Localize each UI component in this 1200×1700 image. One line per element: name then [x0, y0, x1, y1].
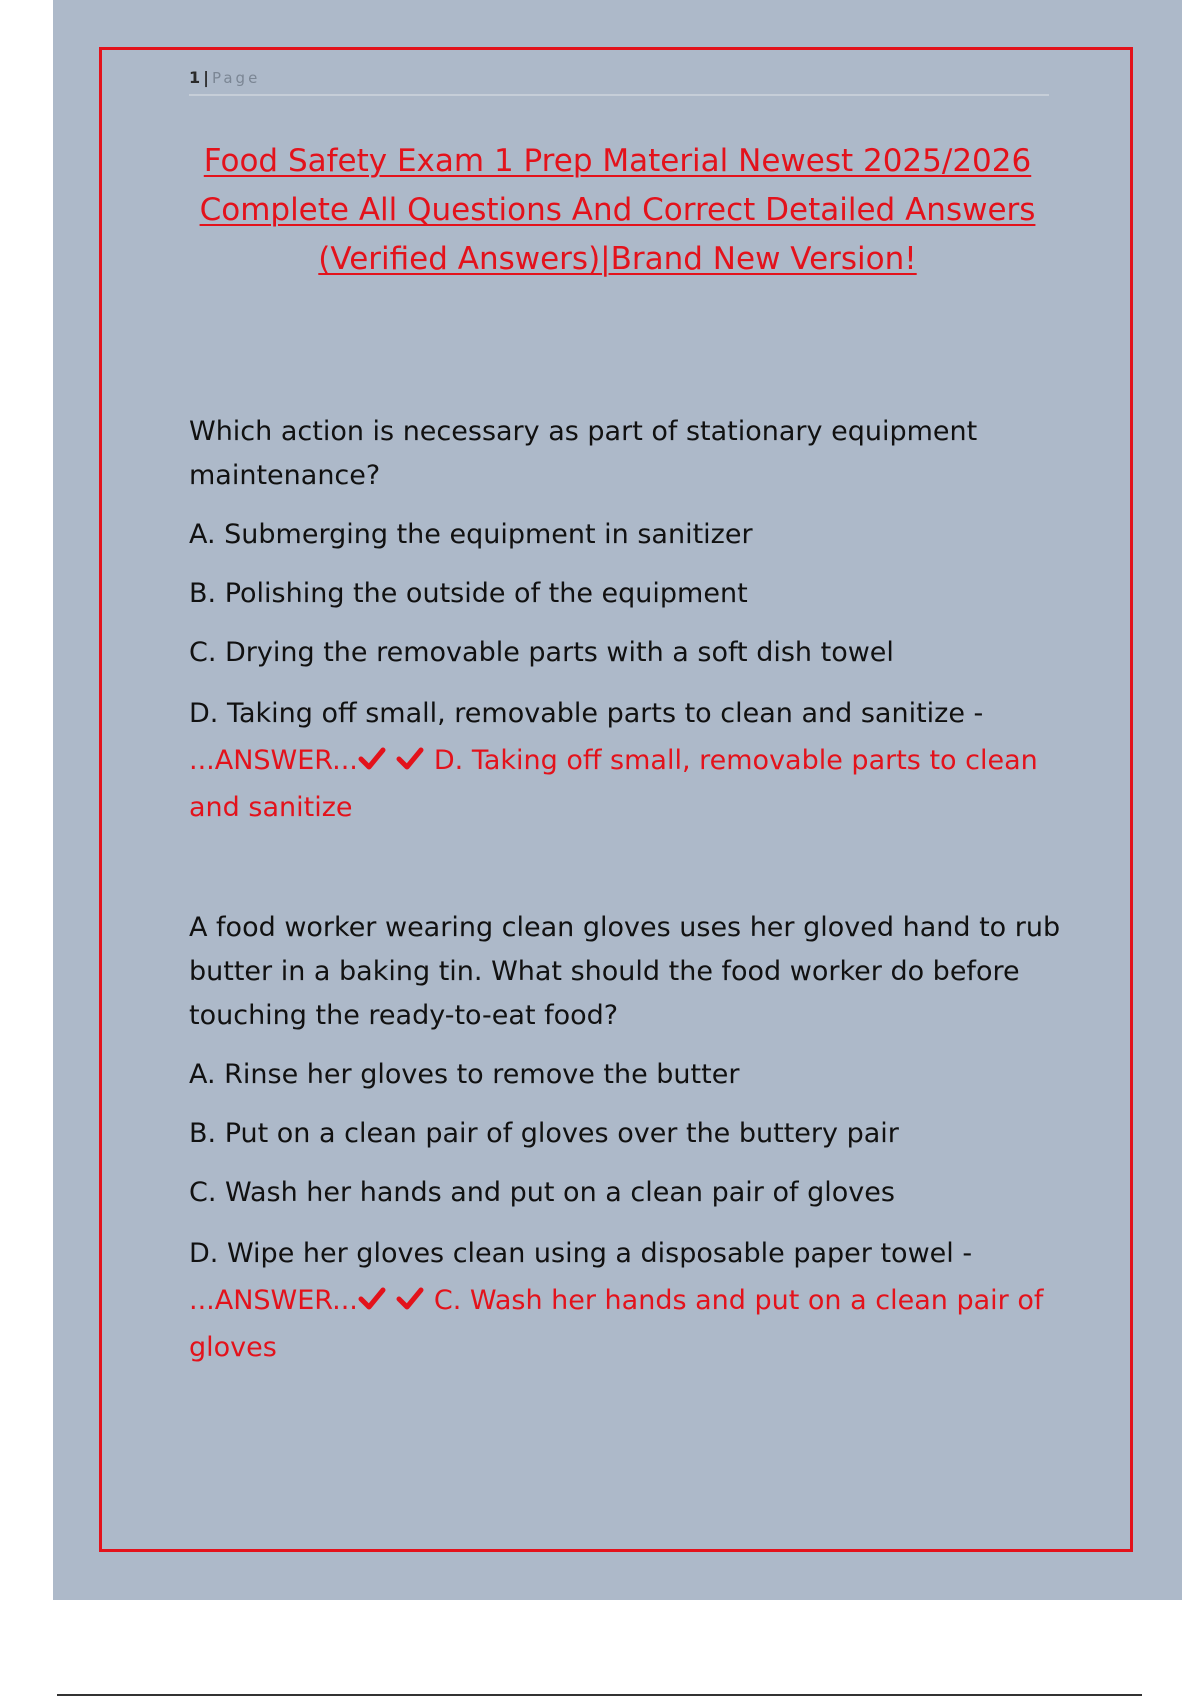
question-text: Which action is necessary as part of stationary equipment maintenance?	[189, 416, 978, 491]
option-d-with-answer	[189, 1230, 1069, 1371]
check-mark-icon	[396, 745, 434, 773]
page-number: 1	[189, 68, 201, 87]
document-title: Food Safety Exam 1 Prep Material Newest 2025/2026 Complete All Questions And Correct Detailed Answers (Verified Answers)|Brand New Version!	[199, 143, 1036, 277]
option-d-with-answer	[189, 690, 1069, 831]
option-a: A. Submerging the equipment in sanitizer	[189, 519, 753, 550]
page-label: Page	[211, 69, 261, 87]
option-b: B. Polishing the outside of the equipment	[189, 578, 748, 609]
option-d: D. Taking off small, removable parts to clean and sanitize -	[189, 698, 984, 729]
answer-marker: ...ANSWER...	[189, 745, 358, 776]
check-mark-icon	[358, 745, 396, 773]
page-header-separator: |	[203, 68, 209, 87]
option-c: C. Wash her hands and put on a clean pair of gloves	[189, 1177, 895, 1208]
option-c: C. Drying the removable parts with a soft dish towel	[189, 637, 894, 668]
option-d: D. Wipe her gloves clean using a disposable paper towel -	[189, 1238, 973, 1269]
page-header	[189, 68, 1049, 96]
answer-marker: ...ANSWER...	[189, 1285, 358, 1316]
option-a: A. Rinse her gloves to remove the butter	[189, 1059, 740, 1090]
footer-divider	[57, 1694, 1142, 1696]
correct-answer: C. Wash her hands and put on a clean pair of gloves	[189, 1285, 1044, 1363]
question-text: A food worker wearing clean gloves uses her gloved hand to rub butter in a baking tin. What should the food worker do before touching the ready-to-eat food?	[189, 912, 1061, 1031]
check-mark-icon	[396, 1285, 434, 1313]
correct-answer: D. Taking off small, removable parts to clean and sanitize	[189, 745, 1038, 823]
option-b: B. Put on a clean pair of gloves over the buttery pair	[189, 1118, 899, 1149]
question-block	[189, 906, 1069, 1371]
check-mark-icon	[358, 1285, 396, 1313]
question-block	[189, 410, 1069, 831]
